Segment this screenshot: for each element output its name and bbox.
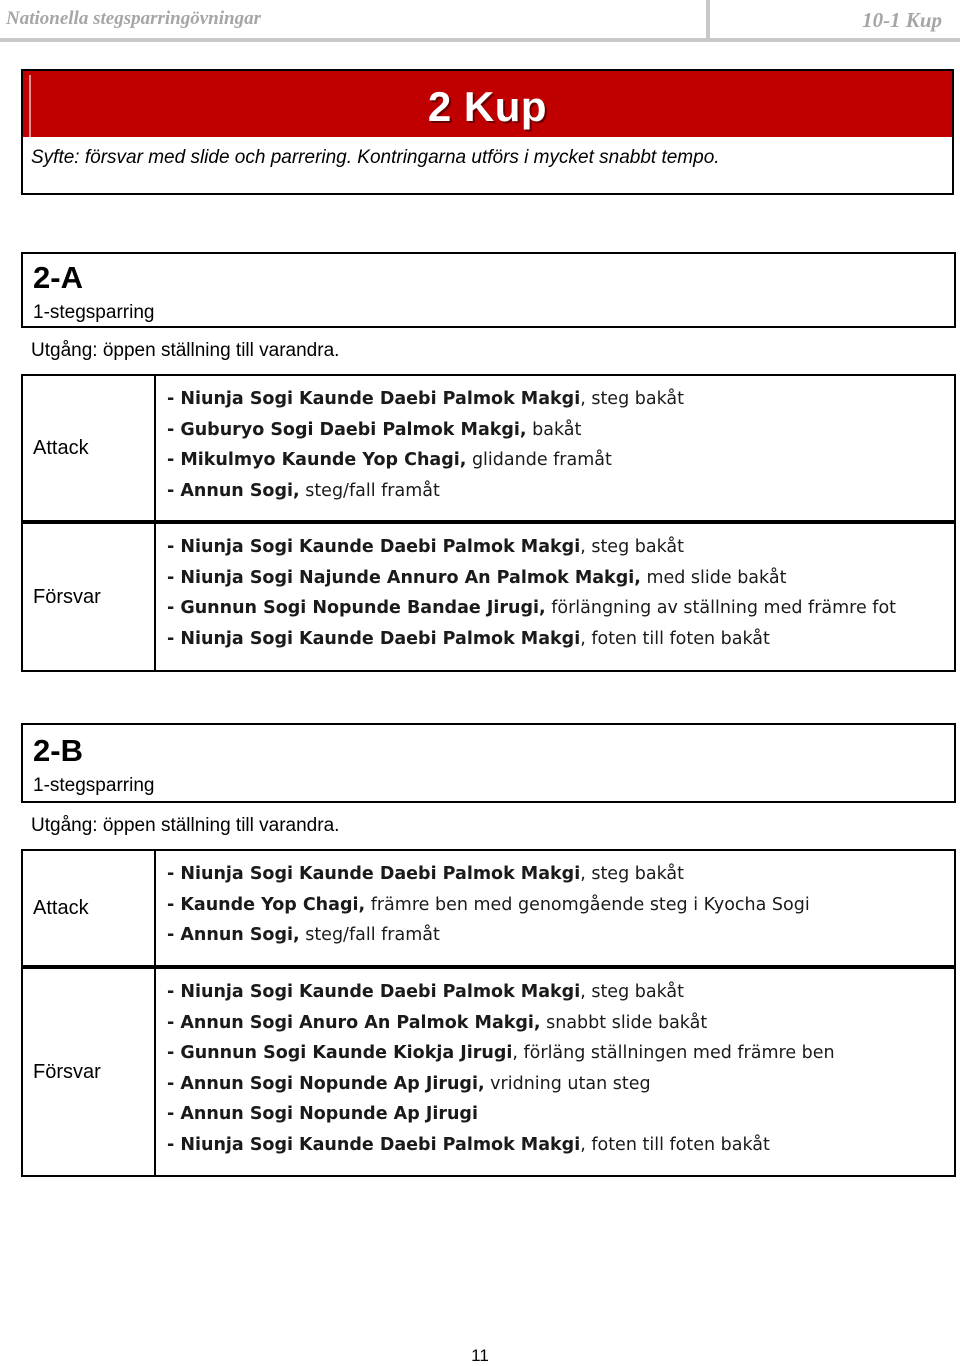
technique-note: , steg bakåt xyxy=(580,982,684,1002)
header-divider xyxy=(706,0,710,40)
page-number: 11 xyxy=(471,1346,489,1365)
section-2a-attack-row xyxy=(21,374,956,522)
technique-note: bakåt xyxy=(526,419,582,440)
section-2a-defense-row xyxy=(21,522,956,672)
title-box xyxy=(21,69,954,195)
section-2b-header xyxy=(21,723,956,803)
defense-technique-line xyxy=(167,624,946,655)
technique-note: , steg bakåt xyxy=(580,537,684,557)
title-banner xyxy=(23,71,952,137)
attack-technique-line xyxy=(167,920,946,951)
technique-name: - Guburyo Sogi Daebi Palmok Makgi, xyxy=(167,419,527,440)
technique-note: , foten till foten bakåt xyxy=(580,628,770,649)
technique-name: - Niunja Sogi Kaunde Daebi Palmok Makgi xyxy=(167,864,581,884)
technique-name: - Annun Sogi, xyxy=(167,925,300,945)
header-right-title: 10-1 Kup xyxy=(862,8,942,32)
technique-name: - Kaunde Yop Chagi, xyxy=(167,894,366,915)
section-2b-defense-row xyxy=(21,967,956,1177)
technique-note: , förläng ställningen med främre ben xyxy=(512,1043,835,1063)
header-rule xyxy=(0,38,960,42)
defense-label: Försvar xyxy=(23,969,156,1175)
attack-technique-line xyxy=(167,384,946,415)
defense-technique-line xyxy=(167,593,946,624)
attack-technique-line xyxy=(167,415,946,446)
technique-name: - Annun Sogi Nopunde Ap Jirugi xyxy=(167,1104,478,1124)
defense-technique-line xyxy=(167,532,946,563)
technique-name: - Annun Sogi, xyxy=(167,480,300,501)
technique-name: - Niunja Sogi Kaunde Daebi Palmok Makgi xyxy=(167,1134,581,1155)
technique-note: steg/fall framåt xyxy=(299,480,440,501)
technique-note: , steg bakåt xyxy=(580,389,684,409)
section-2b-attack-row xyxy=(21,849,956,967)
section-type: 1-stegsparring xyxy=(33,302,155,323)
section-2a-start: Utgång: öppen ställning till varandra. xyxy=(31,340,340,361)
technique-name: - Niunja Sogi Kaunde Daebi Palmok Makgi xyxy=(167,389,581,409)
technique-note: , steg bakåt xyxy=(580,864,684,884)
section-2b-start: Utgång: öppen ställning till varandra. xyxy=(31,815,340,836)
defense-lines xyxy=(167,977,946,1160)
technique-note: med slide bakåt xyxy=(640,567,787,588)
attack-technique-line xyxy=(167,476,946,507)
defense-technique-line xyxy=(167,1069,946,1100)
attack-label: Attack xyxy=(23,851,156,965)
defense-technique-line xyxy=(167,1099,946,1130)
defense-lines xyxy=(167,532,946,654)
technique-note: , foten till foten bakåt xyxy=(580,1134,770,1155)
technique-note: steg/fall framåt xyxy=(299,925,440,945)
defense-technique-line xyxy=(167,1038,946,1069)
attack-lines xyxy=(167,859,946,951)
technique-name: - Niunja Sogi Kaunde Daebi Palmok Makgi xyxy=(167,628,581,649)
technique-note: förlängning av ställning med främre fot xyxy=(545,598,897,618)
technique-name: - Gunnun Sogi Nopunde Bandae Jirugi, xyxy=(167,598,546,618)
header-left-title: Nationella stegsparringövningar xyxy=(6,8,261,29)
section-2a-header xyxy=(21,252,956,328)
technique-name: - Niunja Sogi Kaunde Daebi Palmok Makgi xyxy=(167,982,581,1002)
section-type: 1-stegsparring xyxy=(33,775,155,796)
technique-name: - Niunja Sogi Kaunde Daebi Palmok Makgi xyxy=(167,537,581,557)
attack-label: Attack xyxy=(23,376,156,520)
technique-note: glidande framåt xyxy=(466,450,612,470)
purpose-text: Syfte: försvar med slide och parrering. Kontringarna utförs i mycket snabbt tempo. xyxy=(31,147,720,168)
defense-technique-line xyxy=(167,1008,946,1039)
attack-lines xyxy=(167,384,946,506)
attack-technique-line xyxy=(167,890,946,921)
defense-technique-line xyxy=(167,1130,946,1161)
technique-name: - Annun Sogi Anuro An Palmok Makgi, xyxy=(167,1012,541,1033)
defense-label: Försvar xyxy=(23,524,156,670)
technique-note: vridning utan steg xyxy=(484,1073,651,1094)
technique-name: - Annun Sogi Nopunde Ap Jirugi, xyxy=(167,1073,485,1094)
technique-note: snabbt slide bakåt xyxy=(540,1012,708,1033)
defense-technique-line xyxy=(167,563,946,594)
defense-technique-line xyxy=(167,977,946,1008)
technique-name: - Niunja Sogi Najunde Annuro An Palmok Makgi, xyxy=(167,567,641,588)
attack-technique-line xyxy=(167,445,946,476)
attack-technique-line xyxy=(167,859,946,890)
section-name: 2-B xyxy=(33,733,83,768)
technique-note: främre ben med genomgående steg i Kyocha Sogi xyxy=(365,894,810,915)
page-title: 2 Kup xyxy=(427,83,548,130)
section-name: 2-A xyxy=(33,260,83,295)
technique-name: - Mikulmyo Kaunde Yop Chagi, xyxy=(167,450,467,470)
technique-name: - Gunnun Sogi Kaunde Kiokja Jirugi xyxy=(167,1043,513,1063)
